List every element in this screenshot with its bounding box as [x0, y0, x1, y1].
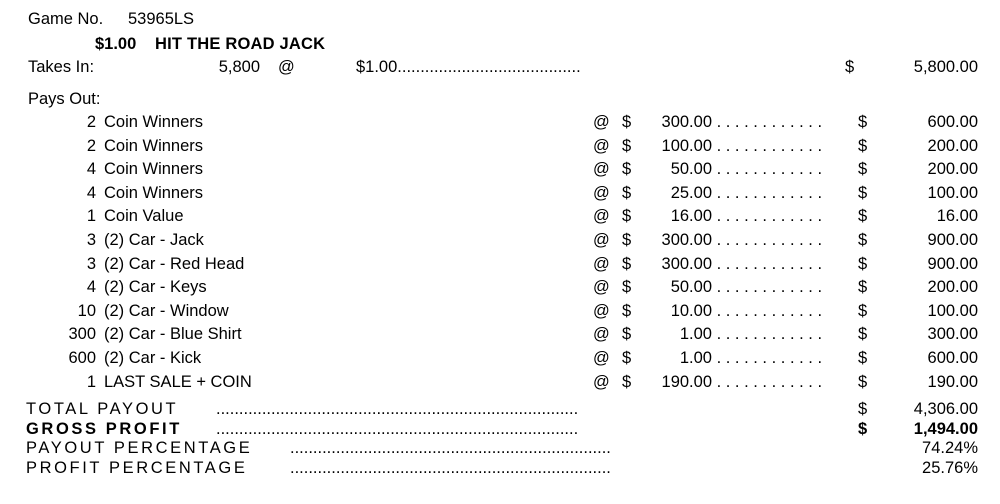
item-quantity: 300 [68, 325, 96, 344]
profit-percentage-value: 25.76% [922, 458, 978, 477]
item-total-currency: $ [858, 183, 868, 202]
item-total-currency: $ [858, 207, 868, 226]
table-row [0, 231, 1000, 255]
item-currency: $ [622, 136, 632, 155]
table-row [0, 160, 1000, 184]
item-description: (2) Car - Red Head [104, 254, 245, 273]
item-description: (2) Car - Keys [104, 278, 207, 297]
item-unit-amount [630, 184, 870, 203]
item-unit-amount-value: 16.00 [670, 207, 712, 226]
item-unit-amount-value: 50.00 [670, 278, 712, 297]
item-total-currency: $ [858, 301, 868, 320]
item-unit-amount [630, 349, 870, 368]
item-total-currency: $ [858, 372, 868, 391]
totals-block [0, 400, 1000, 478]
takes-in-unit-price: $1.00........................................ [356, 58, 581, 76]
game-title-row [0, 35, 1000, 59]
profit-percentage-row [0, 459, 1000, 479]
gross-profit-dot-leader: ............................................................................... [216, 419, 579, 438]
item-currency: $ [622, 230, 632, 249]
gross-profit-label: GROSS PROFIT [26, 419, 182, 438]
item-at-symbol: @ [593, 372, 610, 391]
item-at-symbol: @ [593, 301, 610, 320]
item-total: 16.00 [936, 207, 978, 226]
total-payout-dot-leader: ............................................................................... [216, 400, 579, 418]
item-at-symbol: @ [593, 136, 610, 155]
item-quantity: 4 [86, 278, 96, 297]
header-block [0, 10, 1000, 59]
item-currency: $ [622, 372, 632, 391]
item-quantity: 1 [86, 372, 96, 391]
item-dot-leader: . . . . . . . . . . . . [716, 207, 823, 226]
item-unit-amount [630, 255, 870, 274]
item-dot-leader: . . . . . . . . . . . . [716, 230, 823, 249]
item-total: 190.00 [927, 372, 978, 391]
item-quantity: 2 [86, 136, 96, 155]
table-row [0, 349, 1000, 373]
item-total: 600.00 [927, 348, 978, 367]
item-dot-leader: . . . . . . . . . . . . [716, 301, 823, 320]
item-at-symbol: @ [593, 254, 610, 273]
item-at-symbol: @ [593, 278, 610, 297]
item-total-currency: $ [858, 160, 868, 179]
item-total: 200.00 [927, 160, 978, 179]
item-unit-amount [630, 278, 870, 297]
item-description: Coin Winners [104, 160, 204, 179]
item-total: 900.00 [927, 254, 978, 273]
table-row [0, 278, 1000, 302]
gross-profit-currency: $ [858, 419, 868, 438]
takes-in-quantity: 5,800 [218, 58, 260, 76]
item-description: (2) Car - Blue Shirt [104, 325, 242, 344]
item-dot-leader: . . . . . . . . . . . . [716, 372, 823, 391]
item-total: 600.00 [927, 113, 978, 131]
item-currency: $ [622, 278, 632, 297]
total-payout-currency: $ [858, 400, 868, 418]
item-at-symbol: @ [593, 207, 610, 226]
payout-percentage-dot-leader: ...................................................................... [290, 439, 611, 457]
takes-in-row [0, 58, 1000, 80]
item-unit-amount [630, 325, 870, 344]
item-currency: $ [622, 254, 632, 273]
takes-in-currency: $ [845, 58, 855, 76]
game-number-label: Game No. [28, 10, 104, 28]
item-currency: $ [622, 183, 632, 202]
item-unit-amount-value: 100.00 [661, 136, 712, 155]
item-currency: $ [622, 325, 632, 344]
item-total-currency: $ [858, 278, 868, 297]
item-unit-amount [630, 207, 870, 226]
item-dot-leader: . . . . . . . . . . . . [716, 183, 823, 202]
item-currency: $ [622, 348, 632, 367]
item-total-currency: $ [858, 113, 868, 131]
item-at-symbol: @ [593, 183, 610, 202]
item-unit-amount-value: 1.00 [679, 348, 712, 367]
item-quantity: 4 [86, 183, 96, 202]
game-number-value: 53965LS [128, 10, 195, 28]
payout-item-list [0, 113, 1000, 396]
total-payout-value: 4,306.00 [913, 400, 978, 418]
item-total: 300.00 [927, 325, 978, 344]
gross-profit-value: 1,494.00 [913, 419, 978, 438]
payout-percentage-value: 74.24% [922, 439, 978, 457]
item-dot-leader: . . . . . . . . . . . . [716, 348, 823, 367]
item-description: LAST SALE + COIN [104, 372, 252, 391]
item-unit-amount [630, 231, 870, 250]
table-row [0, 373, 1000, 397]
item-description: Coin Winners [104, 183, 204, 202]
table-row [0, 207, 1000, 231]
item-total: 200.00 [927, 278, 978, 297]
item-unit-amount-value: 190.00 [661, 372, 712, 391]
item-quantity: 10 [77, 301, 96, 320]
item-quantity: 2 [86, 113, 96, 131]
takes-in-label: Takes In: [28, 58, 95, 76]
table-row [0, 255, 1000, 279]
total-payout-row [0, 400, 1000, 420]
item-at-symbol: @ [593, 348, 610, 367]
table-row [0, 325, 1000, 349]
item-at-symbol: @ [593, 325, 610, 344]
item-unit-amount-value: 50.00 [670, 160, 712, 179]
item-total: 200.00 [927, 136, 978, 155]
item-description: Coin Value [104, 207, 184, 226]
item-dot-leader: . . . . . . . . . . . . [716, 160, 823, 179]
table-row [0, 113, 1000, 137]
payout-percentage-row [0, 439, 1000, 459]
item-dot-leader: . . . . . . . . . . . . [716, 136, 823, 155]
item-unit-amount [630, 373, 870, 392]
profit-percentage-dot-leader: ...................................................................... [290, 458, 611, 477]
takes-in-at-symbol: @ [278, 58, 295, 76]
total-payout-label: TOTAL PAYOUT [26, 400, 179, 418]
item-unit-amount-value: 300.00 [661, 230, 712, 249]
item-quantity: 3 [86, 254, 96, 273]
item-dot-leader: . . . . . . . . . . . . [716, 254, 823, 273]
game-price: $1.00 [95, 35, 137, 53]
profit-percentage-label: PROFIT PERCENTAGE [26, 458, 248, 477]
item-unit-amount-value: 300.00 [661, 113, 712, 131]
game-number-row [0, 10, 1000, 35]
item-description: (2) Car - Jack [104, 230, 204, 249]
gross-profit-row [0, 420, 1000, 440]
item-unit-amount-value: 300.00 [661, 254, 712, 273]
item-unit-amount [630, 160, 870, 179]
item-at-symbol: @ [593, 160, 610, 179]
item-total: 900.00 [927, 230, 978, 249]
table-row [0, 184, 1000, 208]
payout-percentage-label: PAYOUT PERCENTAGE [26, 439, 253, 457]
item-currency: $ [622, 113, 632, 131]
item-total: 100.00 [927, 301, 978, 320]
item-unit-amount-value: 10.00 [670, 301, 712, 320]
item-quantity: 1 [86, 207, 96, 226]
item-unit-amount [630, 302, 870, 321]
takes-in-total: 5,800.00 [913, 58, 978, 76]
item-unit-amount-value: 1.00 [679, 325, 712, 344]
item-description: Coin Winners [104, 113, 204, 131]
item-dot-leader: . . . . . . . . . . . . [716, 278, 823, 297]
table-row [0, 137, 1000, 161]
pays-out-label: Pays Out: [28, 90, 101, 108]
item-currency: $ [622, 207, 632, 226]
item-at-symbol: @ [593, 113, 610, 131]
item-currency: $ [622, 301, 632, 320]
item-at-symbol: @ [593, 230, 610, 249]
item-dot-leader: . . . . . . . . . . . . [716, 113, 823, 131]
item-total-currency: $ [858, 230, 868, 249]
item-dot-leader: . . . . . . . . . . . . [716, 325, 823, 344]
item-description: (2) Car - Kick [104, 348, 202, 367]
item-total: 100.00 [927, 183, 978, 202]
item-total-currency: $ [858, 254, 868, 273]
item-description: Coin Winners [104, 136, 204, 155]
item-quantity: 3 [86, 230, 96, 249]
item-description: (2) Car - Window [104, 301, 229, 320]
table-row [0, 302, 1000, 326]
item-quantity: 600 [68, 348, 96, 367]
game-title: HIT THE ROAD JACK [155, 35, 326, 53]
item-total-currency: $ [858, 136, 868, 155]
item-total-currency: $ [858, 325, 868, 344]
item-unit-amount [630, 137, 870, 156]
item-unit-amount-value: 25.00 [670, 183, 712, 202]
item-quantity: 4 [86, 160, 96, 179]
item-currency: $ [622, 160, 632, 179]
item-total-currency: $ [858, 348, 868, 367]
item-unit-amount [630, 113, 870, 132]
